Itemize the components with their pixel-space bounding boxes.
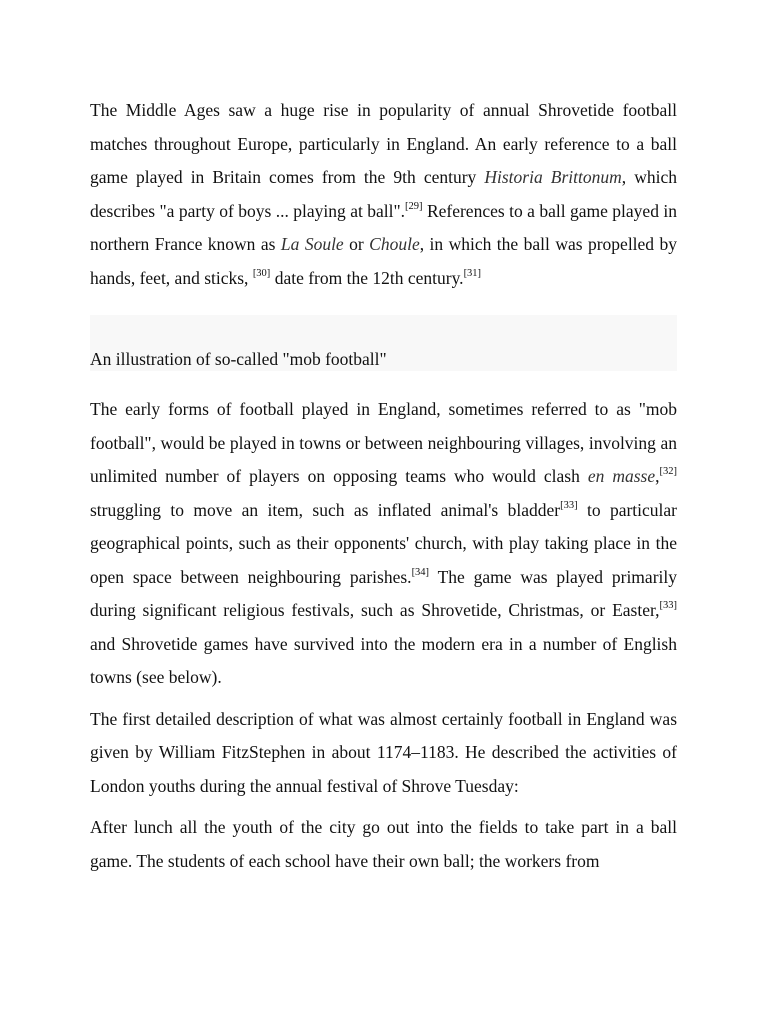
- citation-33[interactable]: [33]: [560, 499, 578, 511]
- emphasis-la-soule: La Soule: [280, 234, 344, 254]
- text-segment: or: [343, 234, 370, 254]
- figure-caption: An illustration of so-called "mob football": [90, 349, 387, 369]
- text-segment: date from the 12th century.: [270, 267, 464, 288]
- text-segment: to particular geographical points, such as their opponents' church, with play taking place in the open space between neighbouring parishes.: [90, 499, 678, 587]
- text-segment: , which describes "a party of boys ... playing at ball".: [90, 167, 677, 221]
- text-segment: , in which the ball was propelled by hands, feet, and sticks,: [90, 234, 677, 288]
- text-segment: struggling to move an item, such as inflated animal's bladder: [90, 499, 561, 520]
- emphasis-historia-brittonum: Historia Brittonum: [484, 167, 622, 187]
- paragraph-fitzstephen: The first detailed description of what was almost certainly football in England was given by William FitzStephen in about 1174–1183. He described the activities of London youths during the annual festival of Shrove Tuesday:: [90, 708, 677, 796]
- citation-33-repeat[interactable]: [33]: [659, 600, 677, 612]
- text-segment: ,: [655, 466, 660, 486]
- paragraph-after-lunch: After lunch all the youth of the city go out into the fields to take part in a ball game. The students of each school have their own ball; the workers from: [90, 817, 677, 871]
- text-segment: References to a ball game played in northern France known as: [90, 200, 677, 254]
- paragraph-mob-football: [90, 393, 677, 695]
- text-segment: and Shrovetide games have survived into the modern era in a number of English towns (see below).: [90, 633, 677, 687]
- text-segment: The early forms of football played in England, sometimes referred to as "mob football", would be played in towns or between neighbouring villages, involving an unlimited number of players on opposing teams who would clash: [90, 399, 677, 486]
- citation-30[interactable]: [30]: [252, 267, 271, 279]
- paragraph-middle-ages: [90, 94, 677, 295]
- citation-29[interactable]: [29]: [405, 200, 423, 212]
- emphasis-en-masse: en masse: [587, 466, 656, 486]
- document-page: [90, 94, 677, 878]
- emphasis-choule: Choule: [369, 234, 420, 254]
- citation-32[interactable]: [32]: [659, 466, 677, 478]
- text-segment: The Middle Ages saw a huge rise in popularity of annual Shrovetide football matches throughout Europe, particularly in England. An early reference to a ball game played in Britain comes from the 9th century: [90, 100, 677, 187]
- figure-caption-block: [90, 315, 677, 371]
- text-segment: The game was played primarily during significant religious festivals, such as Shrovetide, Christmas, or Easter,: [90, 566, 677, 620]
- citation-31[interactable]: [31]: [463, 267, 482, 279]
- citation-34[interactable]: [34]: [411, 566, 430, 578]
